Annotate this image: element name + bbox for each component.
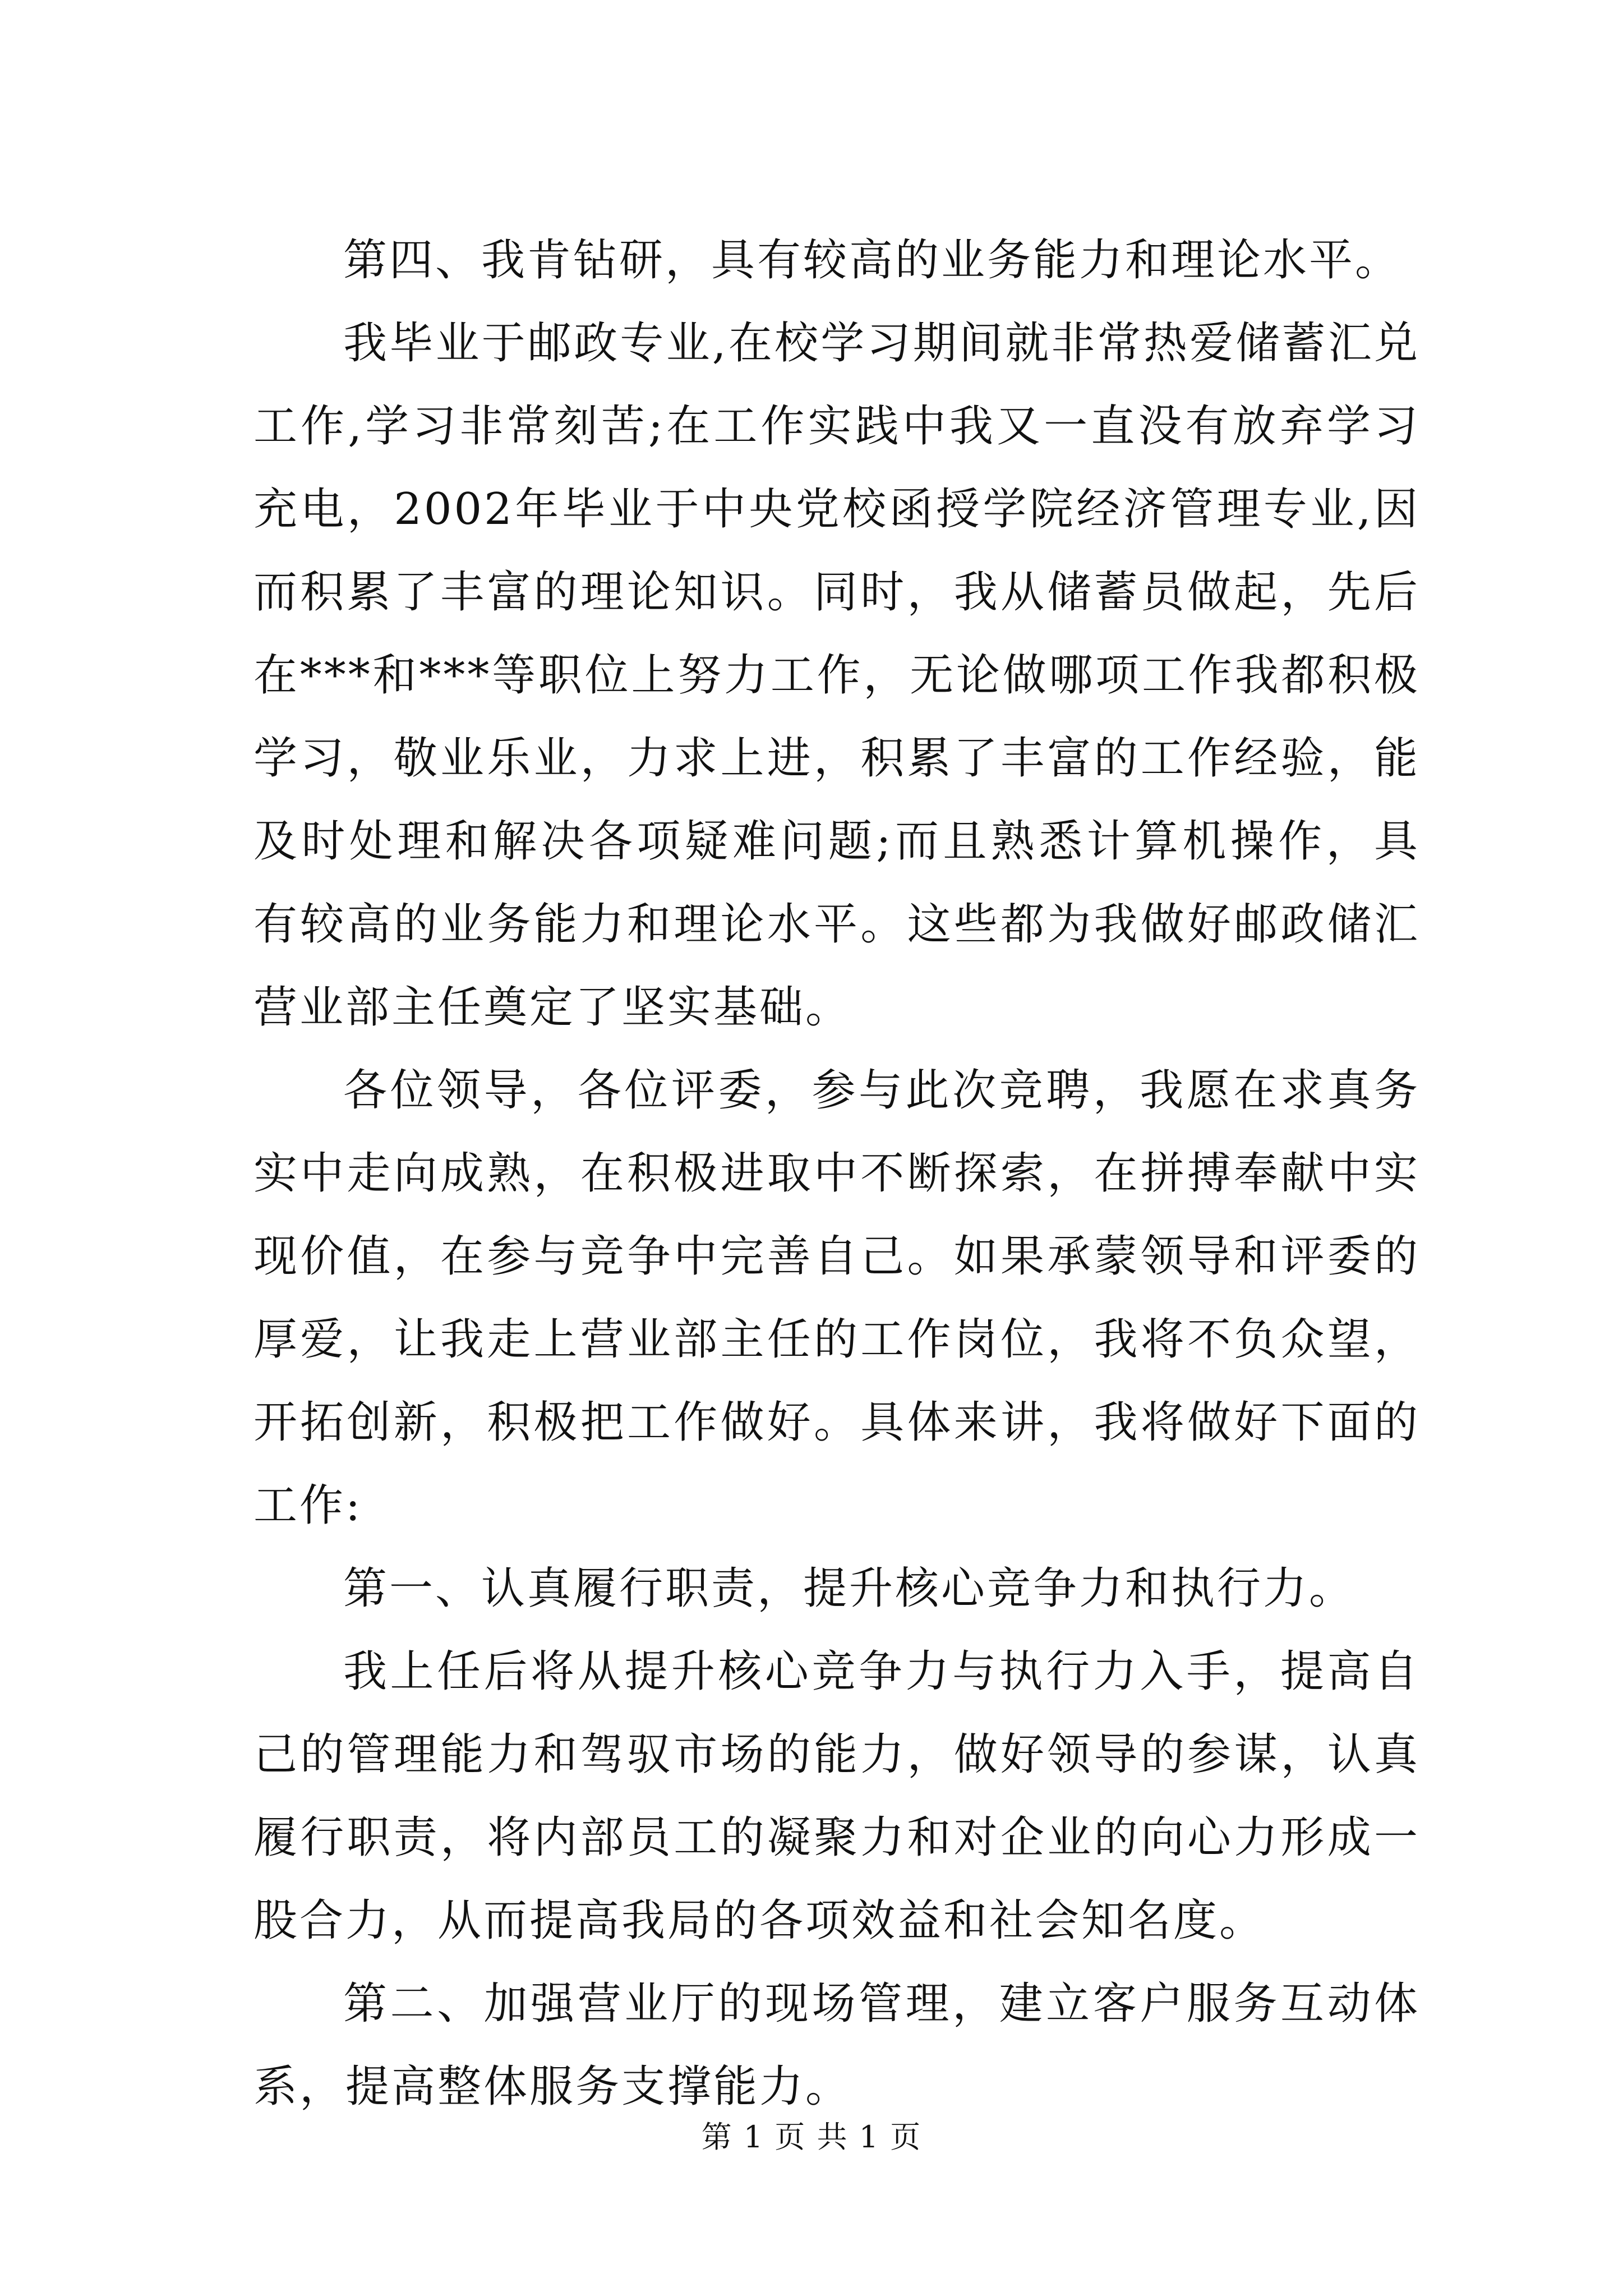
paragraph-point-one: 第一、认真履行职责，提升核心竞争力和执行力。 [343, 1563, 1355, 1614]
page-footer: 第 1 页 共 1 页 [701, 2119, 922, 2155]
paragraph-commitment: 各位领导，各位评委，参与此次竞聘，我愿在求真务实中走向成熟，在积极进取中不断探索，在拼搏奉献中实现价值，在参与竞争中完善自己。如果承蒙领导和评委的厚爱，让我走上营业部主任的工作岗位，我将不负众望，开拓创新，积极把工作做好。具体来讲，我将做好下面的工作: [253, 1065, 1420, 1531]
paragraph-point-four: 第四、我肯钻研，具有较高的业务能力和理论水平。 [343, 235, 1401, 286]
paragraph-point-one-detail: 我上任后将从提升核心竞争力与执行力入手，提高自己的管理能力和驾驭市场的能力，做好领导的参谋，认真履行职责，将内部员工的凝聚力和对企业的向心力形成一股合力，从而提高我局的各项效益和社会知名度。 [253, 1646, 1420, 1946]
paragraph-education-experience: 我毕业于邮政专业,在校学习期间就非常热爱储蓄汇兑工作,学习非常刻苦;在工作实践中我又一直没有放弃学习充电，2002年毕业于中央党校函授学院经济管理专业,因而积累了丰富的理论知识。同时，我从储蓄员做起，先后在***和***等职位上努力工作，无论做哪项工作我都积极学习，敬业乐业，力求上进，积累了丰富的工作经验，能及时处理和解决各项疑难问题;而且熟悉计算机操作，具有较高的业务能力和理论水平。这些都为我做好邮政储汇营业部主任奠定了坚实基础。 [253, 318, 1420, 1033]
document-body [253, 219, 1420, 2128]
paragraph-point-two: 第二、加强营业厅的现场管理，建立客户服务互动体系，提高整体服务支撑能力。 [253, 1978, 1420, 2112]
